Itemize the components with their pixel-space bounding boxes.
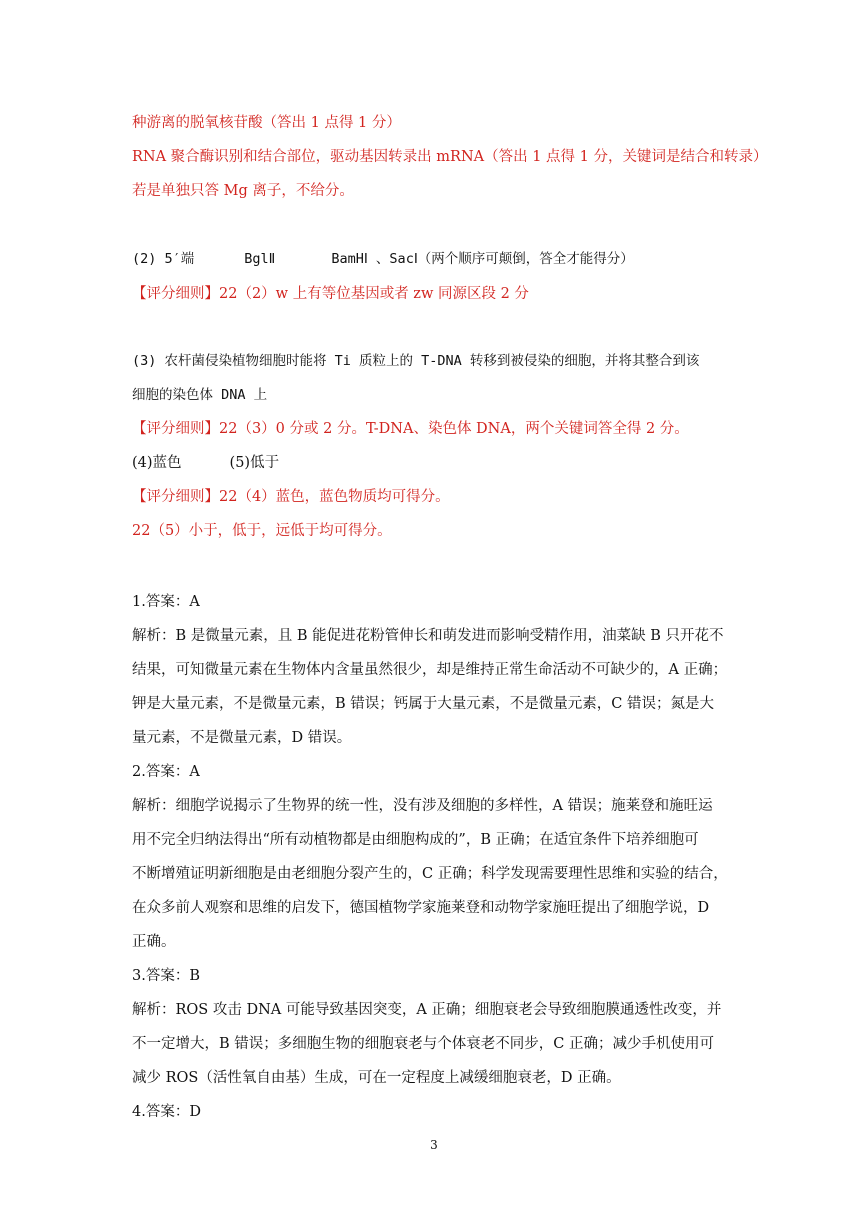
explanation-2-line3: 不断增殖证明新细胞是由老细胞分裂产生的，C 正确；科学发现需要理性思维和实验的结合， (132, 866, 728, 882)
answer-q3-line2: 细胞的染色体 DNA 上 (132, 387, 268, 403)
answer-line-mg-ion: 若是单独只答 Mg 离子，不给分。 (132, 183, 354, 199)
explanation-1-line1: 解析：B 是微量元素，且 B 能促进花粉管伸长和萌发进而影响受精作用，油菜缺 B 只开花不 (132, 628, 724, 644)
answer-line-rna-polymerase: RNA 聚合酶识别和结合部位，驱动基因转录出 mRNA（答出 1 点得 1 分，关键词是结合和转录） (132, 149, 768, 165)
scoring-rule-22-5: 22（5）小于，低于，远低于均可得分。 (132, 523, 392, 539)
explanation-1-line4: 量元素，不是微量元素，D 错误。 (132, 730, 352, 746)
answer-q2 (132, 249, 634, 269)
answer-4: 4.答案：D (132, 1104, 201, 1120)
explanation-2-line1: 解析：细胞学说揭示了生物界的统一性，没有涉及细胞的多样性，A 错误；施莱登和施旺运 (132, 798, 713, 814)
answer-2: 2.答案：A (132, 764, 200, 780)
explanation-3-line2: 不一定增大，B 错误；多细胞生物的细胞衰老与个体衰老不同步，C 正确；减少手机使用可 (132, 1036, 714, 1052)
answer-3: 3.答案：B (132, 968, 200, 984)
answer-q4-q5 (132, 453, 279, 473)
scoring-rule-22-3: 【评分细则】22（3）0 分或 2 分。T-DNA、染色体 DNA，两个关键词答全得 2 分。 (132, 421, 689, 437)
explanation-3-line1: 解析：ROS 攻击 DNA 可能导致基因突变，A 正确；细胞衰老会导致细胞膜通透性改变，并 (132, 1002, 722, 1018)
q2-enzymes-rest: BamHⅠ 、SacⅠ（两个顺序可颠倒，答全才能得分） (331, 251, 634, 267)
explanation-2-line2: 用不完全归纳法得出“所有动植物都是由细胞构成的”，B 正确；在适宜条件下培养细胞可 (132, 832, 699, 848)
page-number: 3 (430, 1138, 438, 1152)
q2-label: (2) 5′端 (132, 251, 195, 267)
answer-line-nucleotides: 种游离的脱氧核苷酸（答出 1 点得 1 分） (132, 115, 401, 131)
explanation-2-line5: 正确。 (132, 934, 176, 950)
explanation-3-line3: 减少 ROS（活性氧自由基）生成，可在一定程度上减缓细胞衰老，D 正确。 (132, 1070, 621, 1086)
explanation-1-line3: 钾是大量元素，不是微量元素，B 错误；钙属于大量元素，不是微量元素，C 错误；氮是大 (132, 696, 714, 712)
answer-q3-line1: (3) 农杆菌侵染植物细胞时能将 Ti 质粒上的 T-DNA 转移到被侵染的细胞，并将其整合到该 (132, 353, 700, 369)
scoring-rule-22-2: 【评分细则】22（2）w 上有等位基因或者 zw 同源区段 2 分 (132, 286, 529, 302)
q4-answer: (4)蓝色 (132, 455, 182, 471)
explanation-2-line4: 在众多前人观察和思维的启发下，德国植物学家施莱登和动物学家施旺提出了细胞学说，D (132, 900, 710, 916)
answer-1: 1.答案：A (132, 594, 200, 610)
q5-answer: (5)低于 (229, 455, 280, 471)
explanation-1-line2: 结果，可知微量元素在生物体内含量虽然很少，却是维持正常生命活动不可缺少的，A 正确； (132, 662, 728, 678)
q2-enzyme-bglii: BglⅡ (244, 251, 276, 267)
scoring-rule-22-4: 【评分细则】22（4）蓝色，蓝色物质均可得分。 (132, 489, 450, 505)
